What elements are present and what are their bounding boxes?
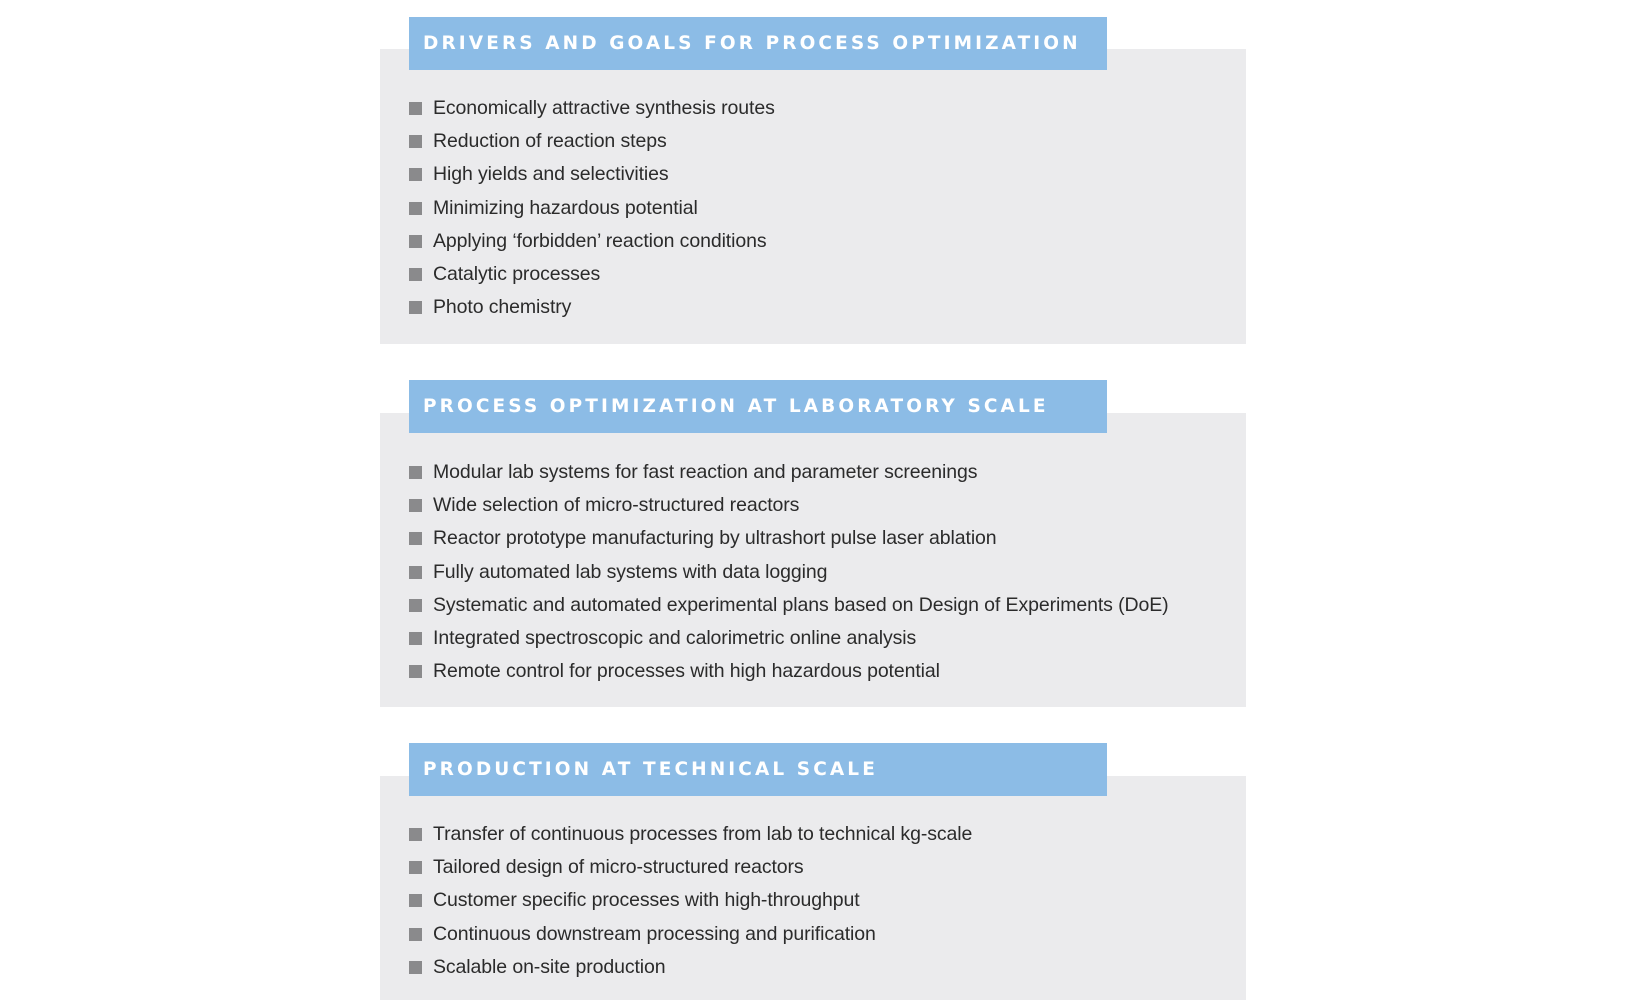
list-item-text: Continuous downstream processing and purification <box>433 922 876 945</box>
list-item <box>409 489 1169 522</box>
list-item-text: Customer specific processes with high-throughput <box>433 889 860 912</box>
square-bullet-icon <box>409 202 422 215</box>
list-item <box>409 225 775 258</box>
square-bullet-icon <box>409 102 422 115</box>
square-bullet-icon <box>409 928 422 941</box>
square-bullet-icon <box>409 466 422 479</box>
square-bullet-icon <box>409 499 422 512</box>
technical-scale-heading <box>409 743 1107 796</box>
list-item <box>409 192 775 225</box>
list-item-text: Catalytic processes <box>433 263 601 286</box>
technical-scale-list <box>409 818 972 984</box>
list-item-text: Modular lab systems for fast reaction and parameter screenings <box>433 461 978 484</box>
drivers-goals-list <box>409 92 775 324</box>
square-bullet-icon <box>409 235 422 248</box>
list-item <box>409 258 775 291</box>
list-item-text: Integrated spectroscopic and calorimetric online analysis <box>433 627 917 650</box>
list-item-text: Wide selection of micro-structured reactors <box>433 494 800 517</box>
technical-scale-heading-text: PRODUCTION AT TECHNICAL SCALE <box>423 759 878 780</box>
list-item-text: Reactor prototype manufacturing by ultrashort pulse laser ablation <box>433 527 997 550</box>
lab-scale-list <box>409 456 1169 688</box>
list-item <box>409 851 972 884</box>
list-item <box>409 92 775 125</box>
list-item-text: High yields and selectivities <box>433 163 669 186</box>
list-item <box>409 556 1169 589</box>
list-item <box>409 522 1169 555</box>
list-item <box>409 291 775 324</box>
square-bullet-icon <box>409 861 422 874</box>
drivers-goals-heading-text: DRIVERS AND GOALS FOR PROCESS OPTIMIZATION <box>423 33 1081 54</box>
drivers-goals-heading <box>409 17 1107 70</box>
square-bullet-icon <box>409 168 422 181</box>
lab-scale-heading <box>409 380 1107 433</box>
list-item-text: Fully automated lab systems with data logging <box>433 560 828 583</box>
list-item-text: Economically attractive synthesis routes <box>433 97 775 120</box>
square-bullet-icon <box>409 135 422 148</box>
square-bullet-icon <box>409 665 422 678</box>
square-bullet-icon <box>409 961 422 974</box>
square-bullet-icon <box>409 268 422 281</box>
list-item-text: Tailored design of micro-structured reactors <box>433 856 804 879</box>
square-bullet-icon <box>409 894 422 907</box>
list-item <box>409 884 972 917</box>
list-item-text: Remote control for processes with high hazardous potential <box>433 660 940 683</box>
list-item <box>409 622 1169 655</box>
list-item-text: Minimizing hazardous potential <box>433 196 698 219</box>
list-item-text: Scalable on-site production <box>433 955 666 978</box>
square-bullet-icon <box>409 632 422 645</box>
square-bullet-icon <box>409 599 422 612</box>
list-item-text: Transfer of continuous processes from lab to technical kg-scale <box>433 823 973 846</box>
list-item <box>409 589 1169 622</box>
square-bullet-icon <box>409 301 422 314</box>
list-item <box>409 918 972 951</box>
square-bullet-icon <box>409 828 422 841</box>
list-item-text: Applying ‘forbidden’ reaction conditions <box>433 229 767 252</box>
square-bullet-icon <box>409 566 422 579</box>
list-item <box>409 655 1169 688</box>
list-item <box>409 818 972 851</box>
list-item <box>409 456 1169 489</box>
list-item <box>409 158 775 191</box>
square-bullet-icon <box>409 532 422 545</box>
list-item-text: Systematic and automated experimental plans based on Design of Experiments (DoE) <box>433 593 1169 616</box>
lab-scale-heading-text: PROCESS OPTIMIZATION AT LABORATORY SCALE <box>423 396 1049 417</box>
list-item <box>409 951 972 984</box>
list-item-text: Reduction of reaction steps <box>433 130 667 153</box>
list-item-text: Photo chemistry <box>433 296 572 319</box>
list-item <box>409 125 775 158</box>
